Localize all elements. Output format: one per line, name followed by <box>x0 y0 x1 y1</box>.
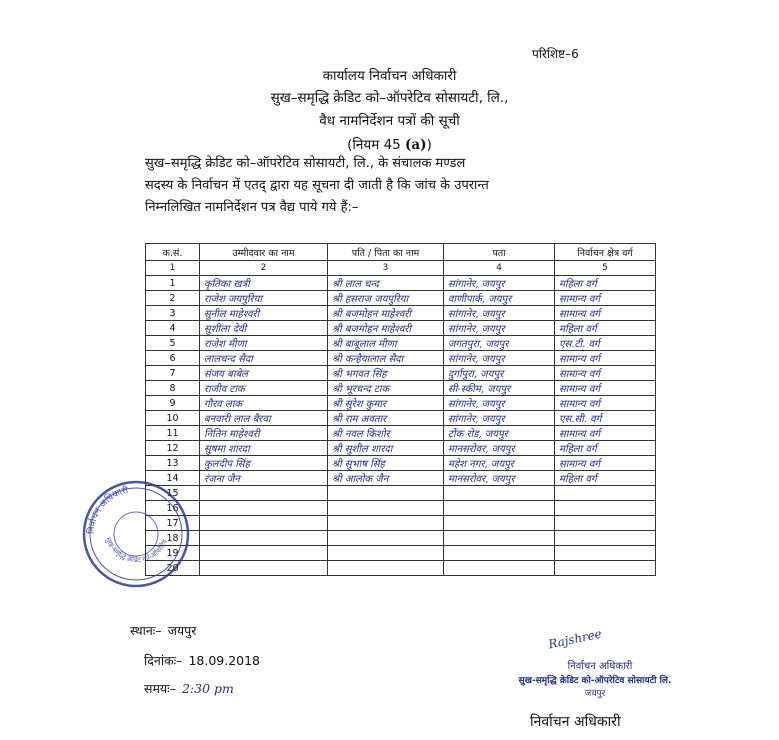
row-candidate-name <box>200 516 328 531</box>
row-sn: 7 <box>146 366 200 381</box>
row-category <box>555 516 656 531</box>
row-sn: 5 <box>146 336 200 351</box>
row-candidate-name <box>200 531 328 546</box>
row-category <box>555 486 656 501</box>
header-candidate: उम्मीदवार का नाम <box>200 244 328 261</box>
row-candidate-name <box>200 561 328 576</box>
row-address: मानसरोवर, जयपुर <box>444 441 555 456</box>
row-sn: 14 <box>146 471 200 486</box>
row-category: सामान्य वर्ग <box>555 396 656 411</box>
row-sn: 17 <box>146 516 200 531</box>
row-father-name: श्री नवल किशोर <box>328 426 444 441</box>
row-sn: 20 <box>146 561 200 576</box>
row-father-name: श्री भूरचन्द टाक <box>328 381 444 396</box>
header-address: पता <box>444 244 555 261</box>
stamp-organisation: सुख-समृद्धि क्रेडिट को-ऑपरेटिव सोसायटी लि. <box>518 676 672 686</box>
row-father-name <box>328 531 444 546</box>
row-father-name <box>328 516 444 531</box>
row-address: सांगानेर, जयपुर <box>444 306 555 321</box>
row-father-name <box>328 546 444 561</box>
table-row <box>146 381 656 396</box>
row-address: मानसरोवर, जयपुर <box>444 471 555 486</box>
row-father-name: श्री भगवत सिंह <box>328 366 444 381</box>
row-father-name: श्री सुभाष सिंह <box>328 456 444 471</box>
header-father: पति / पिता का नाम <box>328 244 444 261</box>
table-row <box>146 351 656 366</box>
row-sn: 11 <box>146 426 200 441</box>
row-category: सामान्य वर्ग <box>555 456 656 471</box>
row-address <box>444 531 555 546</box>
row-address: सांगानेर, जयपुर <box>444 411 555 426</box>
row-address <box>444 516 555 531</box>
row-candidate-name: संजय बाबेल <box>200 366 328 381</box>
col-num-3: 3 <box>328 261 444 276</box>
notice-line-3: निम्नलिखित नामनिर्देशन पत्र वैद्य पाये गये हैं:– <box>145 200 359 215</box>
row-candidate-name: बनवारी लाल बैरवा <box>200 411 328 426</box>
row-sn: 16 <box>146 501 200 516</box>
table-row <box>146 426 656 441</box>
place-label: स्थानः– <box>130 623 162 638</box>
time-value: 2:30 pm <box>181 681 234 696</box>
row-father-name: श्री सुरेश कुमार <box>328 396 444 411</box>
table-header-row <box>146 244 656 261</box>
col-num-1: 1 <box>146 261 200 276</box>
row-sn: 13 <box>146 456 200 471</box>
row-category: सामान्य वर्ग <box>555 426 656 441</box>
table-row <box>146 561 656 576</box>
row-category: महिला वर्ग <box>555 441 656 456</box>
row-candidate-name: नितिन माहेश्वरी <box>200 426 328 441</box>
row-address: सांगानेर, जयपुर <box>444 396 555 411</box>
row-candidate-name: सुनील माहेश्वरी <box>200 306 328 321</box>
row-category: एस.सी. वर्ग <box>555 411 656 426</box>
stamp-title: निर्वाचन अधिकारी <box>567 661 633 672</box>
annex-label: परिशिष्ट–6 <box>532 47 579 61</box>
row-category: सामान्य वर्ग <box>555 351 656 366</box>
row-category: महिला वर्ग <box>555 276 656 291</box>
table-row <box>146 516 656 531</box>
row-father-name: श्री कन्हैयालाल सैदा <box>328 351 444 366</box>
row-category: सामान्य वर्ग <box>555 366 656 381</box>
row-address <box>444 546 555 561</box>
row-candidate-name: सुषमा शारदा <box>200 441 328 456</box>
table-row <box>146 456 656 471</box>
row-father-name: श्री बजमोहन माहेश्वरी <box>328 321 444 336</box>
row-address: वाणीपार्क, जयपुर <box>444 291 555 306</box>
table-row <box>146 486 656 501</box>
heading-rule: (नियम 45 (a)) <box>347 137 432 153</box>
row-category <box>555 561 656 576</box>
handwritten-signature: Rajshree <box>547 626 603 652</box>
date-label: दिनांकः– <box>144 653 183 668</box>
notice-line-1: सुख–समृद्धि क्रेडिट को–ऑपरेटिव सोसायटी, लि., के संचालक मण्डल <box>145 156 466 171</box>
row-father-name: श्री सुशील शारदा <box>328 441 444 456</box>
table-row <box>146 366 656 381</box>
row-candidate-name: राजेश मीणा <box>200 336 328 351</box>
col-num-4: 4 <box>444 261 555 276</box>
row-candidate-name: गौरव लाक <box>200 396 328 411</box>
row-category <box>555 546 656 561</box>
row-category: एस.टी. वर्ग <box>555 336 656 351</box>
row-address: जगतपुरा, जयपुर <box>444 336 555 351</box>
rule-prefix: (नियम 45 <box>347 137 406 153</box>
seal-outer-text: निर्वाचन अधिकारी <box>86 485 130 535</box>
row-candidate-name <box>200 486 328 501</box>
row-candidate-name: सुशीला देवी <box>200 321 328 336</box>
row-sn: 4 <box>146 321 200 336</box>
row-address: टोंक रोड, जयपुर <box>444 426 555 441</box>
row-address: सी-स्कीम, जयपुर <box>444 381 555 396</box>
row-father-name: श्री राम अवतार <box>328 411 444 426</box>
row-candidate-name: कृतिका खत्री <box>200 276 328 291</box>
column-number-row <box>146 261 656 276</box>
row-address <box>444 561 555 576</box>
header-category: निर्वाचन क्षेत्र वर्ग <box>555 244 656 261</box>
time-label: समयः– <box>144 681 176 696</box>
table-row <box>146 471 656 486</box>
row-category <box>555 531 656 546</box>
row-candidate-name: कुलदीप सिंह <box>200 456 328 471</box>
notice-line-2: सदस्य के निर्वाचन में एतद् द्वारा यह सूचना दी जाती है कि जांच के उपरान्त <box>145 178 489 193</box>
table-row <box>146 396 656 411</box>
row-address: महेश नगर, जयपुर <box>444 456 555 471</box>
row-candidate-name <box>200 546 328 561</box>
row-candidate-name: राजीव टाक <box>200 381 328 396</box>
header-sn: क.सं. <box>146 244 200 261</box>
col-num-5: 5 <box>555 261 656 276</box>
row-sn: 2 <box>146 291 200 306</box>
table-row <box>146 441 656 456</box>
table-row <box>146 306 656 321</box>
row-sn: 3 <box>146 306 200 321</box>
row-sn: 15 <box>146 486 200 501</box>
table-row <box>146 531 656 546</box>
row-father-name: श्री हसराज जयपुरिया <box>328 291 444 306</box>
row-address: सांगानेर, जयपुर <box>444 321 555 336</box>
row-candidate-name: रंजना जैन <box>200 471 328 486</box>
row-candidate-name: राजेश जयपुरिया <box>200 291 328 306</box>
row-category: सामान्य वर्ग <box>555 381 656 396</box>
row-sn: 19 <box>146 546 200 561</box>
row-candidate-name: लालचन्द सैदा <box>200 351 328 366</box>
row-father-name <box>328 486 444 501</box>
table-row <box>146 276 656 291</box>
table-row <box>146 291 656 306</box>
row-father-name: श्री बाबूलाल मीणा <box>328 336 444 351</box>
table-row <box>146 411 656 426</box>
heading-office: कार्यालय निर्वाचन अधिकारी <box>322 68 457 84</box>
row-father-name: श्री बजमोहन माहेश्वरी <box>328 306 444 321</box>
date-value: 18.09.2018 <box>188 653 261 668</box>
row-address <box>444 486 555 501</box>
heading-society: सुख–समृद्धि क्रेडिट को–ऑपरेटिव सोसायटी, लि., <box>270 90 509 106</box>
row-category: सामान्य वर्ग <box>555 306 656 321</box>
officer-title: निर्वाचन अधिकारी <box>530 714 621 730</box>
row-sn: 18 <box>146 531 200 546</box>
table-row <box>146 336 656 351</box>
col-num-2: 2 <box>200 261 328 276</box>
nominations-table <box>145 243 656 576</box>
rule-suffix: (a) <box>405 137 427 153</box>
stamp-city: जयपुर <box>584 689 606 699</box>
row-sn: 8 <box>146 381 200 396</box>
row-address <box>444 501 555 516</box>
svg-text:सुख-समृद्धि क्रेडिट को-ऑपरेटिव <box>104 536 169 564</box>
heading-list-title: वैध नामनिर्देशन पत्रों की सूची <box>319 113 460 129</box>
notice-paragraph <box>145 153 635 219</box>
row-candidate-name <box>200 501 328 516</box>
row-sn: 12 <box>146 441 200 456</box>
row-sn: 1 <box>146 276 200 291</box>
place-field <box>130 622 196 639</box>
seal-inner-text: सुख-समृद्धि क्रेडिट को-ऑपरेटिव <box>104 536 170 565</box>
place-value: जयपुर <box>167 623 197 638</box>
row-category: महिला वर्ग <box>555 321 656 336</box>
row-sn: 6 <box>146 351 200 366</box>
row-address: सांगानेर, जयपुर <box>444 351 555 366</box>
row-category: सामान्य वर्ग <box>555 291 656 306</box>
row-father-name <box>328 561 444 576</box>
row-address: दुर्गापुरा, जयपुर <box>444 366 555 381</box>
official-seal-stamp <box>80 478 192 590</box>
row-address: सांगानेर, जयपुर <box>444 276 555 291</box>
row-category: महिला वर्ग <box>555 471 656 486</box>
row-sn: 9 <box>146 396 200 411</box>
row-sn: 10 <box>146 411 200 426</box>
row-father-name: श्री लाल चन्द <box>328 276 444 291</box>
date-field <box>144 652 260 669</box>
row-category <box>555 501 656 516</box>
time-field <box>144 680 234 697</box>
table-row <box>146 546 656 561</box>
row-father-name: श्री आलोक जैन <box>328 471 444 486</box>
row-father-name <box>328 501 444 516</box>
table-row <box>146 501 656 516</box>
table-row <box>146 321 656 336</box>
